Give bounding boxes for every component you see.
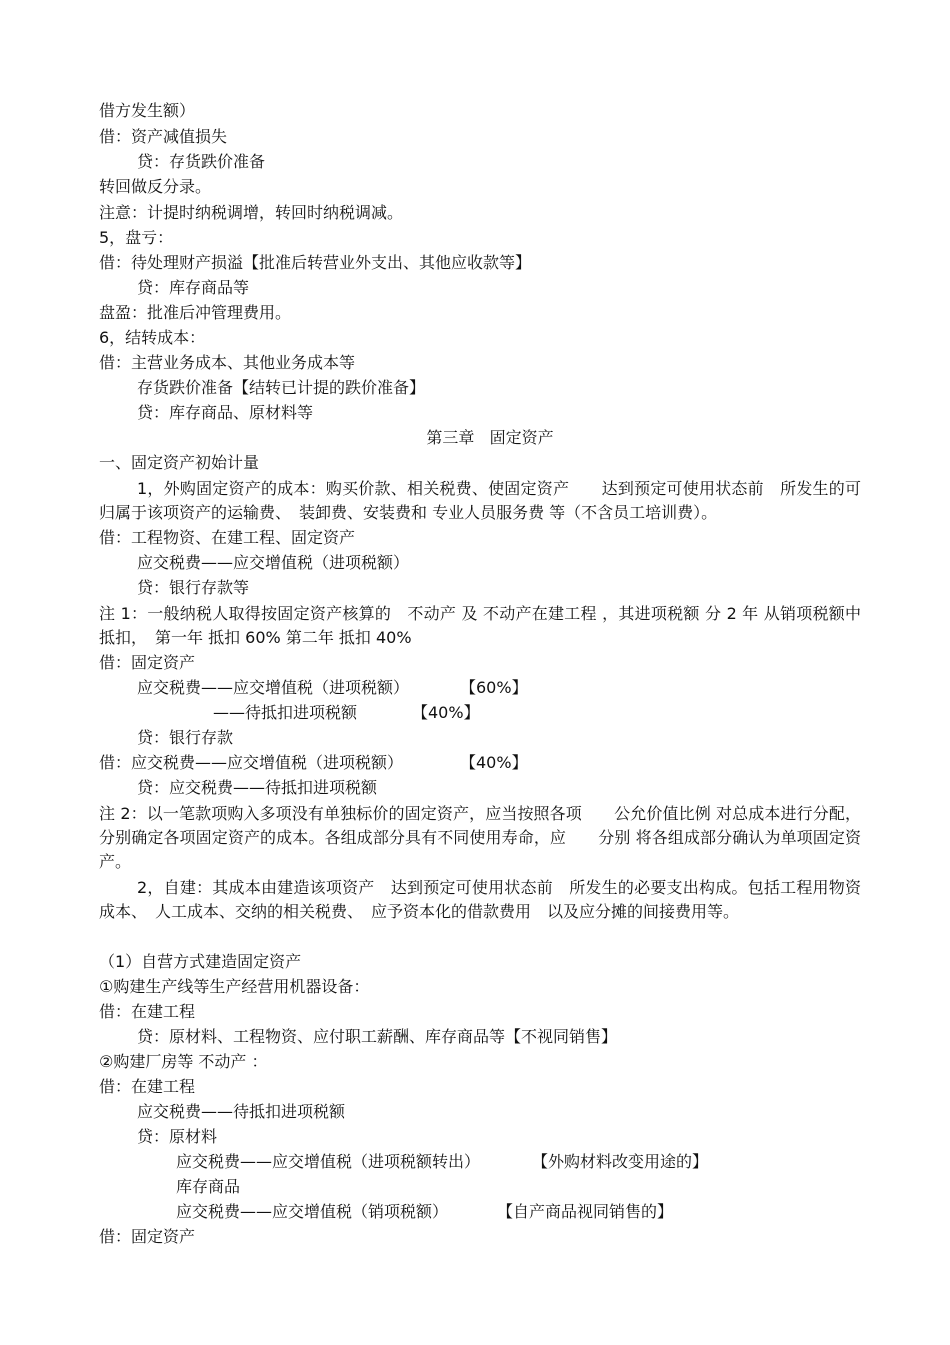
text-line: 存货跌价准备【结转已计提的跌价准备】 <box>137 378 426 397</box>
section-heading: 一、固定资产初始计量 <box>99 453 260 472</box>
text-line: 库存商品 <box>176 1177 241 1196</box>
text-line: 借：在建工程 <box>99 1002 196 1021</box>
text-line: ①购建生产线等生产经营用机器设备： <box>99 977 370 996</box>
chapter-title: 第三章 固定资产 <box>426 428 554 447</box>
bracket-note: 【40%】 <box>460 753 528 772</box>
bracket-note: 【40%】 <box>412 703 480 722</box>
text-line: 6，结转成本： <box>99 328 206 347</box>
paragraph: 2，自建：其成本由建造该项资产 达到预定可使用状态前 所发生的必要支出构成。包括工程用物资成本、 人工成本、交纳的相关税费、 应予资本化的借款费用 以及应分摊的间接费用等。 <box>99 878 861 921</box>
text-line: 贷：原材料 <box>137 1127 218 1146</box>
text-line: 借：在建工程 <box>99 1077 196 1096</box>
text-line: 借：待处理财产损溢【批准后转营业外支出、其他应收款等】 <box>99 253 532 272</box>
text-line: 贷：银行存款 <box>137 728 234 747</box>
subsection-heading: （1）自营方式建造固定资产 <box>99 952 302 971</box>
note-paragraph: 注 1：一般纳税人取得按固定资产核算的 不动产 及 不动产在建工程 ，其进项税额 分 2 年 从销项税额中抵扣， 第一年 抵扣 60% 第二年 抵扣 40% <box>99 604 861 647</box>
text-line: 注意：计提时纳税调增，转回时纳税调减。 <box>99 203 404 222</box>
text-line: ②购建厂房等 不动产 ： <box>99 1052 268 1071</box>
text-line: 借：主营业务成本、其他业务成本等 <box>99 353 356 372</box>
text-line: 盘盈：批准后冲管理费用。 <box>99 303 292 322</box>
text-line: 应交税费——待抵扣进项税额 <box>137 1102 346 1121</box>
note-paragraph: 注 2：以一笔款项购入多项没有单独标价的固定资产，应当按照各项 公允价值比例 对总成本进行分配，分别确定各项固定资产的成本。各组成部分具有不同使用寿命，应 分别 将各组成部分确认为单项固定资产。 <box>99 804 861 871</box>
bracket-note: 【自产商品视同销售的】 <box>497 1202 674 1221</box>
text-line: 借：工程物资、在建工程、固定资产 <box>99 528 356 547</box>
text-line: 5，盘亏： <box>99 228 174 247</box>
text-line: 借：固定资产 <box>99 653 196 672</box>
bracket-note: 【外购材料改变用途的】 <box>532 1152 709 1171</box>
paragraph: 1，外购固定资产的成本：购买价款、相关税费、使固定资产 达到预定可使用状态前 所发生的可归属于该项资产的运输费、 装卸费、安装费和 专业人员服务费 等（不含员工培训费）。 <box>99 479 861 522</box>
text-line: 贷：银行存款等 <box>137 578 250 597</box>
text-line: 借：资产减值损失 <box>99 127 228 146</box>
text-line: 借：应交税费——应交增值税（进项税额） <box>99 753 404 772</box>
text-line: 应交税费——应交增值税（销项税额） <box>176 1202 449 1221</box>
text-line: 贷：存货跌价准备 <box>137 152 266 171</box>
text-line: 贷：库存商品、原材料等 <box>137 403 314 422</box>
text-line: ——待抵扣进项税额 <box>213 703 358 722</box>
text-line: 贷：应交税费——待抵扣进项税额 <box>137 778 378 797</box>
bracket-note: 【60%】 <box>460 678 528 697</box>
text-line: 应交税费——应交增值税（进项税额） <box>137 678 410 697</box>
text-line: 借：固定资产 <box>99 1227 196 1246</box>
text-line: 借方发生额） <box>99 101 196 120</box>
text-line: 应交税费——应交增值税（进项税额） <box>137 553 410 572</box>
text-line: 贷：原材料、工程物资、应付职工薪酬、库存商品等【不视同销售】 <box>137 1027 618 1046</box>
text-line: 应交税费——应交增值税（进项税额转出） <box>176 1152 481 1171</box>
text-line: 转回做反分录。 <box>99 177 212 196</box>
text-line: 贷：库存商品等 <box>137 278 250 297</box>
